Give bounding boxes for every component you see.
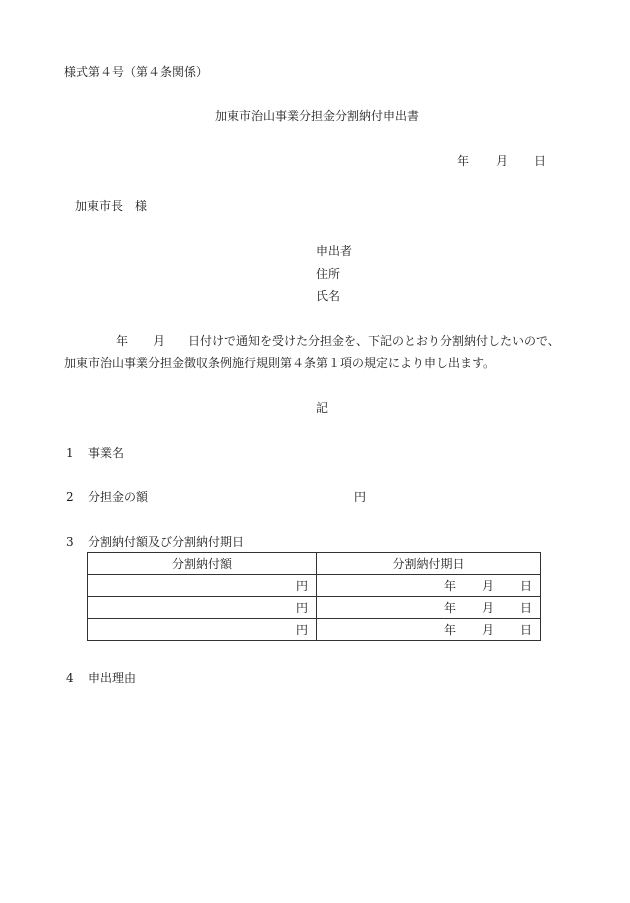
document-title: 加東市治山事業分担金分割納付申出書	[215, 109, 420, 123]
item1-label: 事業名	[88, 446, 125, 460]
table-row	[88, 575, 541, 597]
due-date-cell	[317, 575, 541, 597]
ki-heading: 記	[316, 401, 329, 415]
day-label: 日	[519, 623, 532, 637]
item2-number: 2	[66, 490, 74, 504]
amount-cell	[88, 619, 317, 641]
date-year-label: 年	[457, 154, 470, 168]
yen-unit: 円	[295, 601, 308, 615]
body-month-label: 月	[153, 334, 166, 348]
item4-label: 申出理由	[88, 671, 137, 685]
month-label: 月	[481, 601, 494, 615]
table-row	[88, 597, 541, 619]
body-year-label: 年	[116, 334, 129, 348]
month-label: 月	[481, 623, 494, 637]
due-date-cell	[317, 619, 541, 641]
table-header-row	[88, 553, 541, 575]
item3-label: 分割納付額及び分割納付期日	[88, 535, 245, 549]
applicant-address-label: 住所	[316, 267, 341, 281]
day-label: 日	[519, 601, 532, 615]
addressee: 加東市長 様	[75, 199, 148, 213]
yen-unit: 円	[295, 623, 308, 637]
body-text-line2: 加東市治山事業分担金徴収条例施行規則第４条第１項の規定により申し出ます。	[64, 356, 496, 370]
year-label: 年	[443, 623, 456, 637]
body-text-line1: 日付けで通知を受けた分担金を、下記のとおり分割納付したいので、	[188, 334, 560, 348]
amount-cell	[88, 575, 317, 597]
year-label: 年	[443, 601, 456, 615]
amount-cell	[88, 597, 317, 619]
header-amount: 分割納付額	[88, 553, 317, 575]
header-due-date: 分割納付期日	[317, 553, 541, 575]
installment-table	[87, 552, 541, 641]
applicant-role: 申出者	[316, 244, 353, 258]
year-label: 年	[443, 579, 456, 593]
day-label: 日	[519, 579, 532, 593]
date-month-label: 月	[496, 154, 509, 168]
item3-number: 3	[66, 535, 74, 549]
item1-number: 1	[66, 446, 74, 460]
month-label: 月	[481, 579, 494, 593]
applicant-name-label: 氏名	[316, 289, 341, 303]
item4-number: 4	[66, 671, 74, 685]
yen-unit: 円	[295, 579, 308, 593]
item2-label: 分担金の額	[88, 490, 149, 504]
form-number: 様式第４号（第４条関係）	[64, 65, 209, 79]
date-day-label: 日	[534, 154, 547, 168]
table-row	[88, 619, 541, 641]
item2-unit: 円	[354, 490, 367, 504]
due-date-cell	[317, 597, 541, 619]
